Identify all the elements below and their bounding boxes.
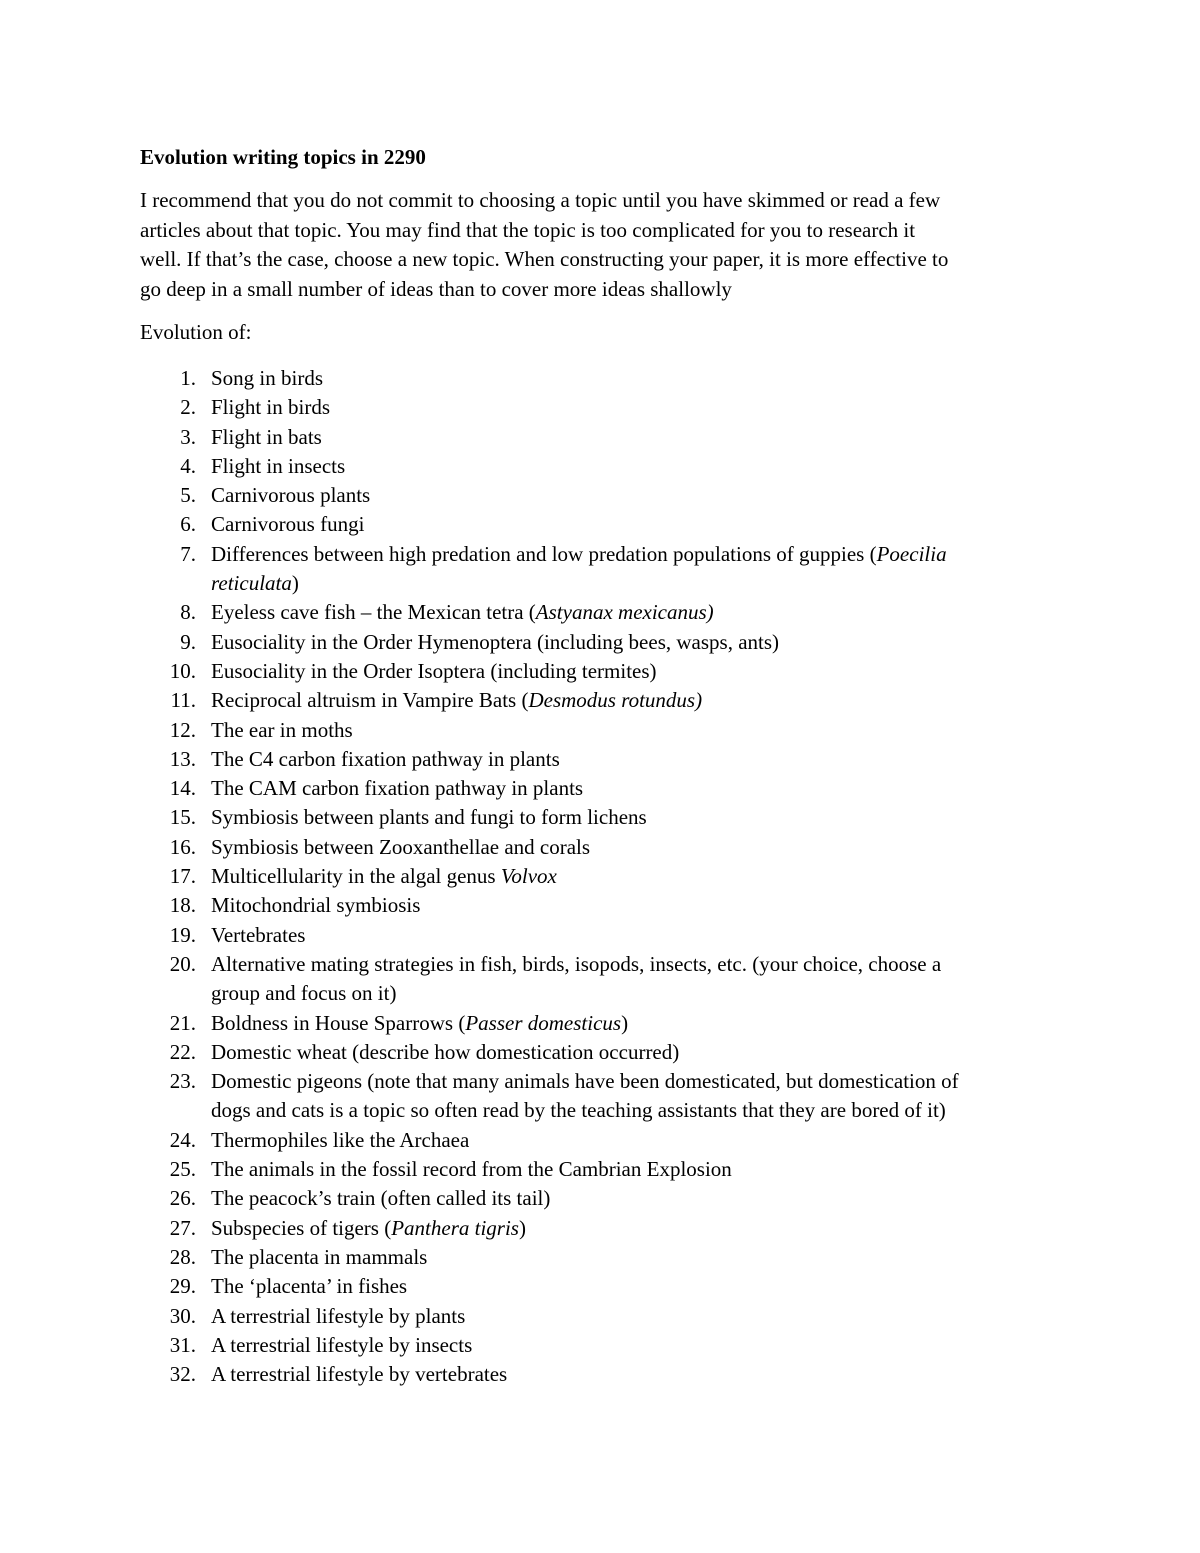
topic-number: 17.: [169, 864, 196, 889]
topic-number: 9.: [180, 629, 196, 654]
topic-text: The placenta in mammals: [211, 1244, 428, 1269]
topic-item: [140, 393, 1070, 422]
topic-text: Eusociality in the Order Isoptera (including termites): [211, 658, 657, 683]
topic-text: The peacock’s train (often called its tail): [211, 1186, 551, 1211]
topic-number: 32.: [169, 1362, 196, 1387]
topic-number: 14.: [169, 776, 196, 801]
topic-item: [140, 423, 1070, 452]
topic-text: Flight in insects: [211, 453, 346, 478]
topic-text: Differences between high predation and low predation populations of guppies (: [211, 541, 877, 566]
topic-number: 4.: [180, 453, 196, 478]
topic-number: 5.: [180, 483, 196, 508]
topic-item: [140, 716, 1070, 745]
topic-number: 11.: [170, 688, 196, 713]
topic-number: 26.: [169, 1186, 196, 1211]
topic-number: 21.: [169, 1010, 196, 1035]
topic-number: 1.: [180, 366, 196, 390]
topic-item: [140, 1067, 1070, 1126]
topic-item: [140, 1360, 1070, 1389]
topic-species-name: Astyanax mexicanus): [535, 600, 714, 625]
topic-number: 27.: [169, 1215, 196, 1240]
topic-number: 24.: [169, 1127, 196, 1152]
topic-number: 29.: [169, 1274, 196, 1299]
intro-line: well. If that’s the case, choose a new topic. When constructing your paper, it is more effective to: [140, 247, 949, 271]
topic-number: 2.: [180, 395, 196, 420]
intro-line: I recommend that you do not commit to choosing a topic until you have skimmed or read a few: [140, 188, 941, 212]
topic-item: [140, 452, 1070, 481]
topic-text: The CAM carbon fixation pathway in plants: [211, 776, 584, 801]
topic-item: [140, 1009, 1070, 1038]
topic-number: 3.: [180, 424, 196, 449]
topic-number: 8.: [180, 600, 196, 625]
topic-text: Reciprocal altruism in Vampire Bats (: [211, 688, 529, 713]
topic-item: [140, 1155, 1070, 1184]
topic-text: Boldness in House Sparrows (: [211, 1010, 466, 1035]
topic-text-suffix: ): [621, 1010, 629, 1035]
topic-text: Domestic wheat (describe how domestication occurred): [211, 1039, 680, 1064]
topic-text: Eusociality in the Order Hymenoptera (including bees, wasps, ants): [211, 629, 780, 654]
topic-text: The ear in moths: [211, 717, 353, 742]
topic-species-name: Volvox: [500, 864, 557, 889]
topic-continuation: [211, 569, 1070, 598]
topic-text: Symbiosis between Zooxanthellae and corals: [211, 834, 591, 859]
topic-text: Alternative mating strategies in fish, birds, isopods, insects, etc. (your choice, choose a: [211, 951, 942, 976]
topic-item: [140, 540, 1070, 599]
topic-item: [140, 1331, 1070, 1360]
topic-species-name: Panthera tigris: [391, 1215, 519, 1240]
topic-number: 31.: [169, 1332, 196, 1357]
topic-text-suffix: ): [291, 571, 299, 596]
topic-item: [140, 1272, 1070, 1301]
topic-number: 20.: [169, 951, 196, 976]
topic-item: [140, 1214, 1070, 1243]
topic-text: Mitochondrial symbiosis: [211, 893, 421, 918]
intro-line: articles about that topic. You may find that the topic is too complicated for you to research it: [140, 217, 916, 242]
topic-item: [140, 481, 1070, 510]
topic-number: 18.: [169, 893, 196, 918]
topic-number: 28.: [169, 1244, 196, 1269]
topic-item: [140, 862, 1070, 891]
document-title: Evolution writing topics in 2290: [140, 145, 426, 169]
topic-text: Vertebrates: [211, 922, 306, 947]
topic-text: A terrestrial lifestyle by plants: [211, 1303, 466, 1328]
topic-item: [140, 364, 1070, 393]
topic-number: 25.: [169, 1157, 196, 1182]
topic-list: [140, 364, 1070, 1389]
intro-line: go deep in a small number of ideas than to cover more ideas shallowly: [140, 276, 732, 301]
topic-text: Song in birds: [211, 366, 324, 390]
topic-item: [140, 774, 1070, 803]
topic-item: [140, 598, 1070, 627]
topic-text: Multicellularity in the algal genus: [211, 864, 501, 889]
topic-text: Eyeless cave fish – the Mexican tetra (: [211, 600, 536, 625]
topic-number: 12.: [169, 717, 196, 742]
topic-text: The ‘placenta’ in fishes: [211, 1274, 408, 1299]
topic-number: 22.: [169, 1039, 196, 1064]
topic-number: 30.: [169, 1303, 196, 1328]
topic-text: Symbiosis between plants and fungi to form lichens: [211, 805, 647, 830]
topic-text: Flight in bats: [211, 424, 322, 449]
topic-item: [140, 803, 1070, 832]
topic-number: 13.: [169, 746, 196, 771]
topic-text: Flight in birds: [211, 395, 331, 420]
topic-item: [140, 891, 1070, 920]
topic-number: 15.: [169, 805, 196, 830]
topic-item: [140, 628, 1070, 657]
topic-number: 7.: [180, 541, 196, 566]
topic-text: Carnivorous fungi: [211, 512, 365, 537]
topic-item: [140, 510, 1070, 539]
topic-item: [140, 1302, 1070, 1331]
topic-text: Carnivorous plants: [211, 483, 371, 508]
topic-text: Subspecies of tigers (: [211, 1215, 392, 1240]
topic-item: [140, 1243, 1070, 1272]
topic-item: [140, 686, 1070, 715]
topic-species-name: reticulata: [211, 571, 292, 596]
topic-text: A terrestrial lifestyle by vertebrates: [211, 1362, 508, 1387]
topic-species-name: Poecilia: [876, 541, 947, 566]
topic-text: Thermophiles like the Archaea: [211, 1127, 470, 1152]
topic-text: The C4 carbon fixation pathway in plants: [211, 746, 560, 771]
list-lead-text: Evolution of:: [140, 320, 252, 344]
topic-text: A terrestrial lifestyle by insects: [211, 1332, 473, 1357]
topic-number: 6.: [180, 512, 196, 537]
topic-item: [140, 833, 1070, 862]
topic-number: 23.: [169, 1069, 196, 1094]
topic-item: [140, 950, 1070, 1009]
topic-species-name: Passer domesticus: [465, 1010, 622, 1035]
topic-continuation: dogs and cats is a topic so often read by the teaching assistants that they are bored of it): [211, 1098, 946, 1123]
topic-continuation: group and focus on it): [211, 981, 397, 1006]
topic-item: [140, 1038, 1070, 1067]
topic-number: 16.: [169, 834, 196, 859]
topic-number: 10.: [169, 658, 196, 683]
topic-item: [140, 745, 1070, 774]
topic-species-name: Desmodus rotundus): [528, 688, 703, 713]
intro-paragraph: [140, 186, 1065, 304]
topic-text-suffix: ): [518, 1215, 526, 1240]
topic-item: [140, 1184, 1070, 1213]
topic-text: Domestic pigeons (note that many animals have been domesticated, but domestication of: [211, 1069, 959, 1094]
topic-number: 19.: [169, 922, 196, 947]
topic-item: [140, 657, 1070, 686]
topic-text: The animals in the fossil record from the Cambrian Explosion: [211, 1157, 732, 1182]
topic-item: [140, 1126, 1070, 1155]
topic-item: [140, 921, 1070, 950]
